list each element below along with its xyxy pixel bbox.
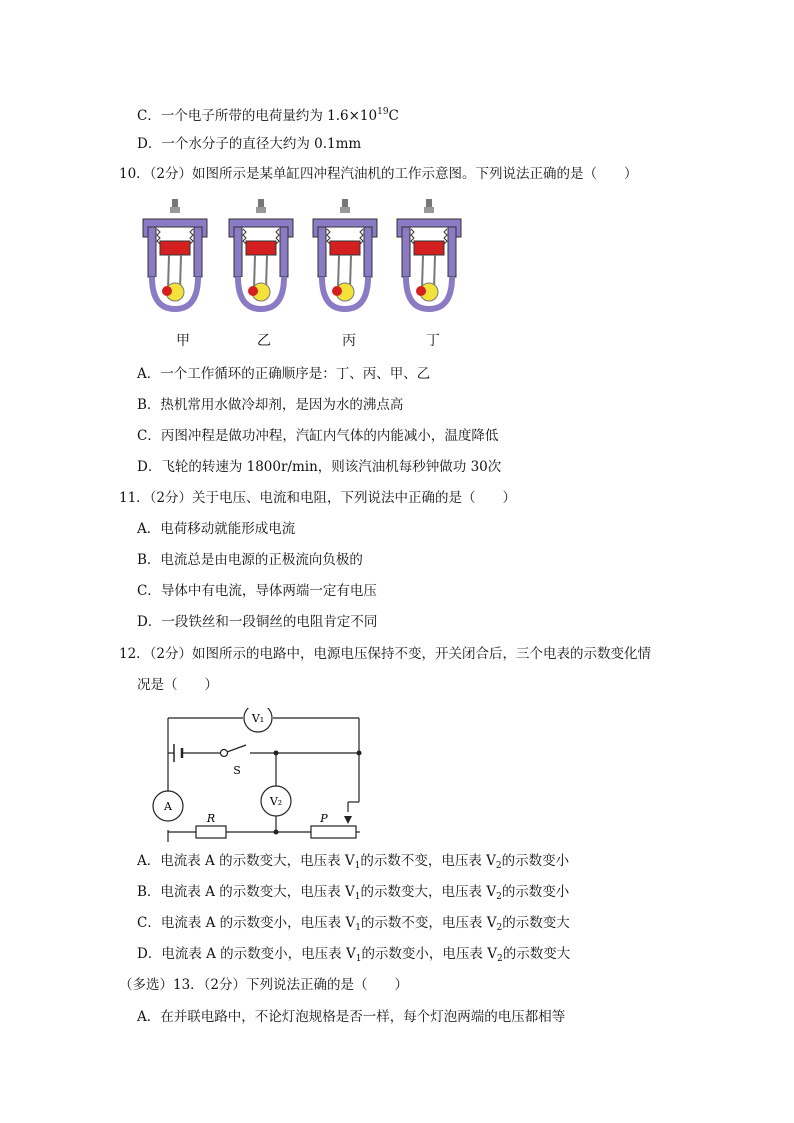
- q12-option-c-part2: 的示数不变，电压表 V: [360, 915, 497, 931]
- q12-option-c-sub1: 1: [355, 923, 361, 933]
- q12-option-a-sub2: 2: [495, 861, 502, 871]
- q12-option-a-sub1: 1: [354, 861, 361, 871]
- engine-label-jia: 甲: [176, 333, 190, 349]
- q12-option-c: [137, 914, 570, 937]
- q9-option-c-text: C．一个电子所带的电荷量约为 1.6×10: [137, 108, 378, 124]
- label-r: R: [206, 812, 216, 825]
- q12-option-a-part1: A．电流表 A 的示数变大，电压表 V: [137, 853, 355, 869]
- q12-option-a-part2: 的示数不变，电压表 V: [360, 853, 496, 869]
- q12-option-d-part3: 的示数变大: [502, 946, 571, 962]
- circuit-diagram: [148, 708, 368, 843]
- engine-label-ding: 丁: [426, 333, 440, 349]
- engine-diagrams: [138, 197, 478, 317]
- label-v2: V₂: [269, 795, 283, 808]
- q12-option-d-sub1: 1: [355, 954, 362, 964]
- q12-option-c-part1: C．电流表 A 的示数变小，电压表 V: [137, 915, 356, 931]
- q12-stem-line2: 况是（ ）: [137, 677, 218, 693]
- q12-option-a-part3: 的示数变小: [501, 853, 570, 869]
- q11-stem: 11．（2分）关于电压、电流和电阻，下列说法中正确的是（ ）: [119, 490, 517, 506]
- q10-stem: 10．（2分）如图所示是某单缸四冲程汽油机的工作示意图。下列说法正确的是（ ）: [119, 166, 638, 182]
- q13-stem: （多选）13．（2分）下列说法正确的是（ ）: [119, 977, 409, 993]
- engine-bing: [313, 199, 377, 309]
- engine-label-yi: 乙: [257, 333, 271, 349]
- slider-arrow-icon: [344, 816, 352, 824]
- q9-option-c-unit: C: [388, 108, 399, 124]
- label-v1: V₁: [251, 712, 265, 725]
- q12-option-d-part1: D．电流表 A 的示数变小，电压表 V: [137, 946, 356, 962]
- q10-option-d: D．飞轮的转速为 1800r/min，则该汽油机每秒钟做功 30次: [137, 459, 502, 475]
- q12-option-c-sub2: 2: [496, 923, 503, 933]
- q10-option-a: A．一个工作循环的正确顺序是：丁、丙、甲、乙: [137, 366, 431, 382]
- q10-option-b: B．热机常用水做冷却剂，是因为水的沸点高: [137, 397, 404, 413]
- q12-option-d-sub2: 2: [496, 954, 503, 964]
- rheostat-p: [311, 826, 356, 838]
- q13-option-a: A．在并联电路中，不论灯泡规格是否一样，每个灯泡两端的电压都相等: [137, 1009, 566, 1025]
- q9-option-d: D．一个水分子的直径大约为 0.1mm: [137, 136, 362, 152]
- q11-option-c: C．导体中有电流，导体两端一定有电压: [137, 583, 377, 599]
- engine-ding: [397, 199, 461, 309]
- q12-option-d: [137, 945, 570, 968]
- q12-option-c-part3: 的示数变大: [502, 915, 570, 931]
- q12-option-b-sub2: 2: [496, 892, 502, 902]
- q9-option-c: [137, 103, 399, 125]
- q12-option-d-part2: 的示数变小，电压表 V: [361, 946, 497, 962]
- engine-yi: [229, 199, 293, 309]
- engine-jia: [143, 199, 207, 309]
- q12-option-b-part2: 的示数变大，电压表 V: [360, 884, 497, 900]
- label-s: S: [233, 764, 241, 777]
- q11-option-b: B．电流总是由电源的正极流向负极的: [137, 552, 363, 568]
- resistor-r: [196, 826, 226, 838]
- engine-label-bing: 丙: [342, 333, 356, 349]
- label-a: A: [164, 800, 172, 813]
- q11-option-a: A．电荷移动就能形成电流: [137, 521, 296, 537]
- q12-option-a: [137, 852, 569, 875]
- q12-option-b: [137, 883, 569, 906]
- q12-stem-line1: 12．（2分）如图所示的电路中，电源电压保持不变，开关闭合后，三个电表的示数变化情: [119, 646, 652, 662]
- q10-option-c: C．丙图冲程是做功冲程，汽缸内气体的内能减小，温度降低: [137, 428, 499, 444]
- q12-option-b-sub1: 1: [354, 892, 361, 902]
- q9-option-c-exponent: 19: [377, 107, 389, 117]
- q11-option-d: D．一段铁丝和一段铜丝的电阻肯定不同: [137, 614, 378, 630]
- q12-option-b-part1: B．电流表 A 的示数变大，电压表 V: [137, 884, 355, 900]
- q12-option-b-part3: 的示数变小: [501, 884, 570, 900]
- label-p: P: [320, 812, 328, 825]
